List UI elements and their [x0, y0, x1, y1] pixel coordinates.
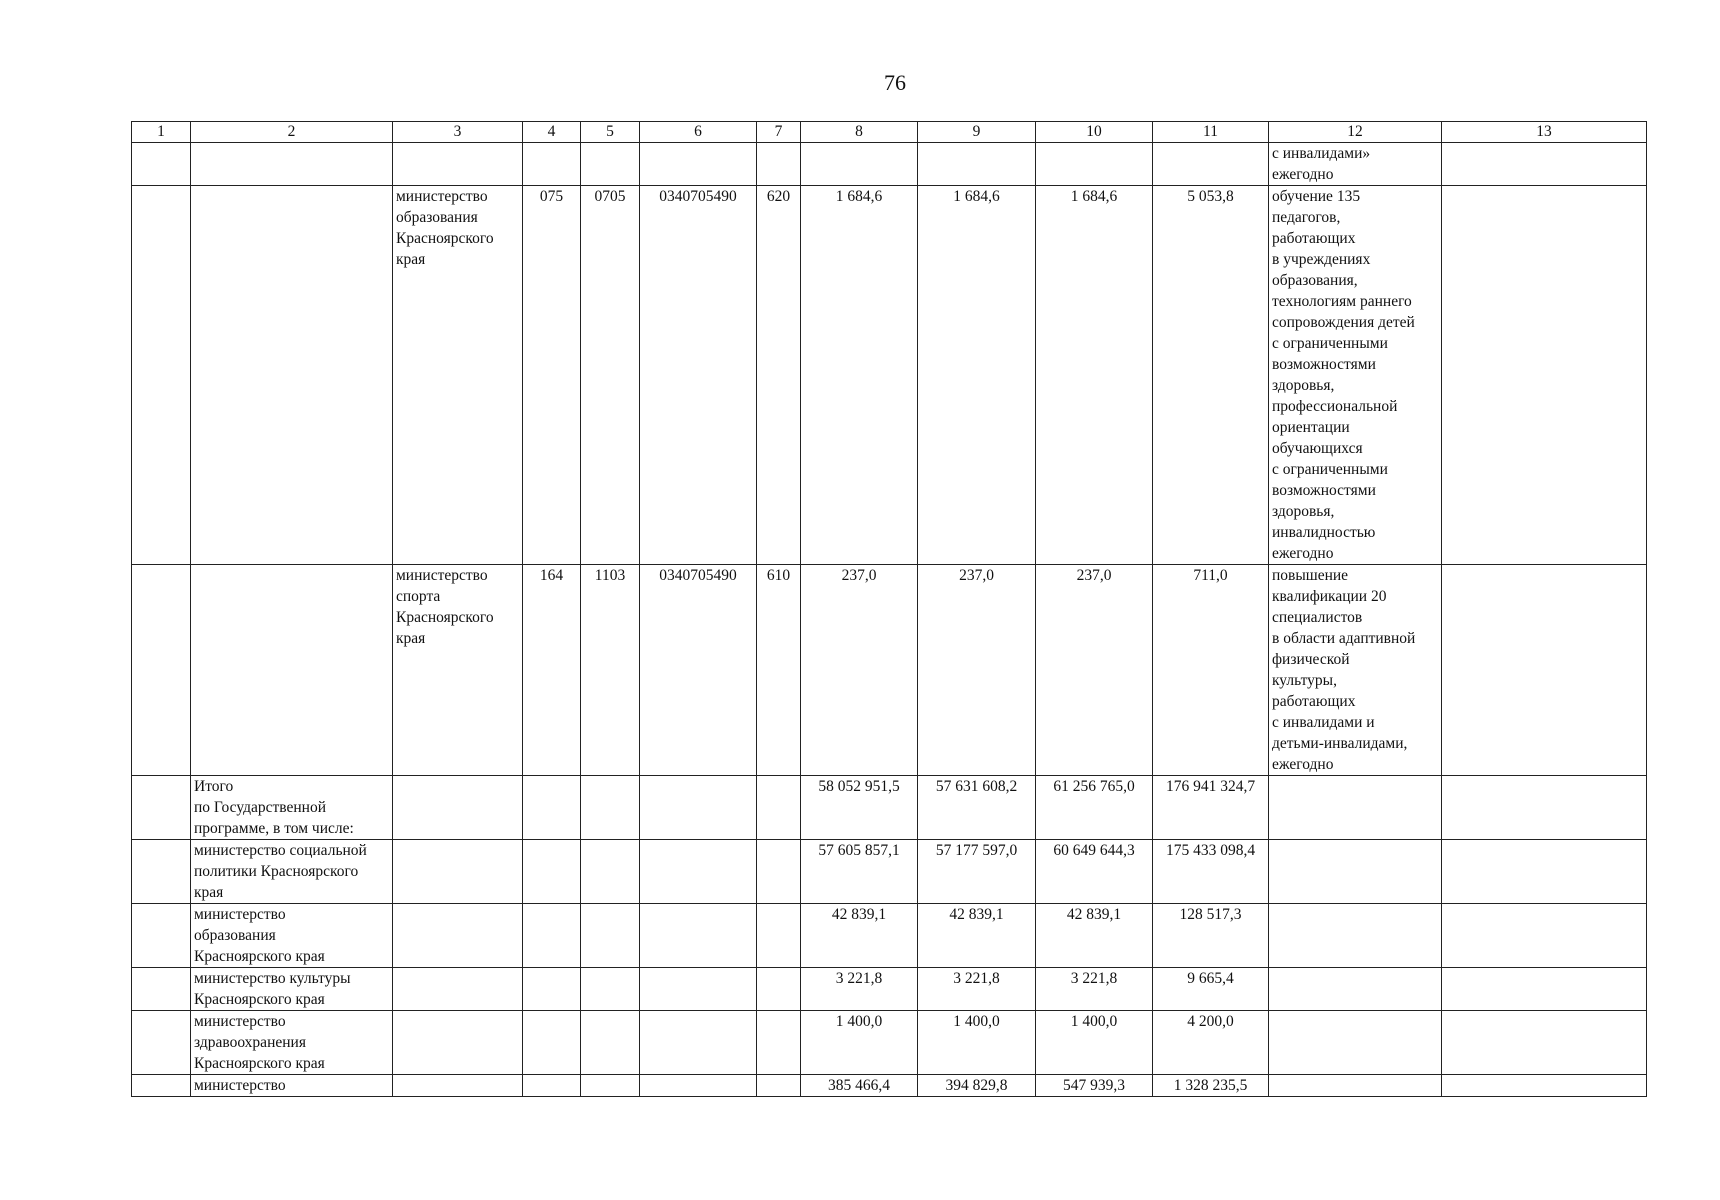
table-row — [132, 143, 1647, 186]
amount-cell: 1 400,0 — [1036, 1011, 1153, 1075]
total-amount-cell: 711,0 — [1153, 565, 1269, 776]
amount-cell: 3 221,8 — [801, 968, 918, 1011]
table-row — [132, 840, 1647, 904]
executor-name: министерство спорта Красноярского края — [393, 565, 523, 776]
column-number: 11 — [1153, 122, 1269, 143]
amount-cell: 1 684,6 — [801, 186, 918, 565]
table-cell — [640, 1011, 757, 1075]
amount-cell: 42 839,1 — [801, 904, 918, 968]
table-cell — [581, 1011, 640, 1075]
table-cell — [393, 1075, 523, 1097]
table-cell — [757, 904, 801, 968]
column-number: 8 — [801, 122, 918, 143]
table-cell — [393, 776, 523, 840]
expense-type-code: 610 — [757, 565, 801, 776]
amount-cell: 57 177 597,0 — [918, 840, 1036, 904]
table-cell — [132, 776, 191, 840]
row-label: министерство образования Красноярского края — [191, 904, 393, 968]
table-cell — [523, 143, 581, 186]
table-cell — [918, 143, 1036, 186]
row-label: министерство — [191, 1075, 393, 1097]
table-cell — [581, 1075, 640, 1097]
column-number: 6 — [640, 122, 757, 143]
table-cell — [1442, 1075, 1647, 1097]
table-cell — [132, 143, 191, 186]
total-amount-cell: 1 328 235,5 — [1153, 1075, 1269, 1097]
amount-cell: 3 221,8 — [1036, 968, 1153, 1011]
result-description: обучение 135 педагогов, работающих в учреждениях образования, технологиям раннего сопровождения детей с ограниченными возможностями здоровья, профессиональной ориентации обучающихся с ограниченными возможностями здоровья, инвалидностью ежегодно — [1269, 186, 1442, 565]
table-cell — [523, 968, 581, 1011]
table-cell — [523, 840, 581, 904]
table-cell — [1153, 143, 1269, 186]
amount-cell: 60 649 644,3 — [1036, 840, 1153, 904]
amount-cell: 1 684,6 — [1036, 186, 1153, 565]
amount-cell: 237,0 — [1036, 565, 1153, 776]
table-row — [132, 1011, 1647, 1075]
table-cell — [640, 968, 757, 1011]
table-cell — [1442, 840, 1647, 904]
table-cell — [132, 565, 191, 776]
table-cell — [640, 143, 757, 186]
table-row — [132, 1075, 1647, 1097]
column-number: 2 — [191, 122, 393, 143]
table-cell — [132, 904, 191, 968]
column-number: 7 — [757, 122, 801, 143]
table-cell — [523, 1011, 581, 1075]
table-cell — [1036, 143, 1153, 186]
total-amount-cell: 9 665,4 — [1153, 968, 1269, 1011]
expense-type-code: 620 — [757, 186, 801, 565]
table-cell — [393, 904, 523, 968]
target-article-code: 0340705490 — [640, 565, 757, 776]
ministry-code: 164 — [523, 565, 581, 776]
table-row — [132, 968, 1647, 1011]
table-cell — [393, 1011, 523, 1075]
table-cell — [1269, 904, 1442, 968]
table-cell — [1442, 1011, 1647, 1075]
amount-cell: 237,0 — [801, 565, 918, 776]
table-row — [132, 565, 1647, 776]
total-amount-cell: 175 433 098,4 — [1153, 840, 1269, 904]
table-cell — [393, 968, 523, 1011]
table-cell — [1269, 776, 1442, 840]
table-cell — [191, 143, 393, 186]
table-cell — [757, 776, 801, 840]
table-cell — [801, 143, 918, 186]
column-number: 12 — [1269, 122, 1442, 143]
budget-table — [131, 121, 1647, 1097]
page-number: 76 — [884, 70, 906, 95]
table-cell — [581, 143, 640, 186]
column-number: 10 — [1036, 122, 1153, 143]
table-cell — [581, 904, 640, 968]
table-cell — [393, 840, 523, 904]
row-label: министерство социальной политики Красноярского края — [191, 840, 393, 904]
table-cell — [757, 143, 801, 186]
column-number: 1 — [132, 122, 191, 143]
table-cell — [191, 186, 393, 565]
amount-cell: 1 684,6 — [918, 186, 1036, 565]
amount-cell: 1 400,0 — [801, 1011, 918, 1075]
total-amount-cell: 4 200,0 — [1153, 1011, 1269, 1075]
table-cell — [1442, 143, 1647, 186]
ministry-code: 075 — [523, 186, 581, 565]
amount-cell: 57 605 857,1 — [801, 840, 918, 904]
column-number-row — [132, 122, 1647, 143]
amount-cell: 237,0 — [918, 565, 1036, 776]
row-label: Итого по Государственной программе, в том числе: — [191, 776, 393, 840]
table-cell — [581, 840, 640, 904]
table-cell — [1442, 968, 1647, 1011]
amount-cell: 547 939,3 — [1036, 1075, 1153, 1097]
column-number: 5 — [581, 122, 640, 143]
column-number: 4 — [523, 122, 581, 143]
table-row — [132, 776, 1647, 840]
amount-cell: 385 466,4 — [801, 1075, 918, 1097]
table-row — [132, 186, 1647, 565]
result-description: повышение квалификации 20 специалистов в области адаптивной физической культуры, работающих с инвалидами и детьми-инвалидами, ежегодно — [1269, 565, 1442, 776]
result-description: с инвалидами» ежегодно — [1269, 143, 1442, 186]
table-cell — [581, 968, 640, 1011]
total-amount-cell: 176 941 324,7 — [1153, 776, 1269, 840]
amount-cell: 42 839,1 — [918, 904, 1036, 968]
table-cell — [1442, 776, 1647, 840]
table-cell — [132, 840, 191, 904]
table-cell — [640, 904, 757, 968]
table-cell — [132, 1011, 191, 1075]
table-cell — [393, 143, 523, 186]
total-amount-cell: 5 053,8 — [1153, 186, 1269, 565]
amount-cell: 42 839,1 — [1036, 904, 1153, 968]
table-cell — [1269, 1011, 1442, 1075]
table-cell — [640, 776, 757, 840]
section-code: 0705 — [581, 186, 640, 565]
table-cell — [1442, 565, 1647, 776]
table-row — [132, 904, 1647, 968]
amount-cell: 57 631 608,2 — [918, 776, 1036, 840]
target-article-code: 0340705490 — [640, 186, 757, 565]
table-cell — [523, 1075, 581, 1097]
table-cell — [581, 776, 640, 840]
table-cell — [523, 776, 581, 840]
table-cell — [757, 1011, 801, 1075]
table-cell — [523, 904, 581, 968]
column-number: 9 — [918, 122, 1036, 143]
executor-name: министерство образования Красноярского края — [393, 186, 523, 565]
table-cell — [132, 1075, 191, 1097]
column-number: 3 — [393, 122, 523, 143]
table-cell — [132, 186, 191, 565]
table-cell — [1269, 968, 1442, 1011]
section-code: 1103 — [581, 565, 640, 776]
amount-cell: 58 052 951,5 — [801, 776, 918, 840]
amount-cell: 394 829,8 — [918, 1075, 1036, 1097]
column-number: 13 — [1442, 122, 1647, 143]
table-cell — [757, 1075, 801, 1097]
table-cell — [132, 968, 191, 1011]
table-cell — [640, 1075, 757, 1097]
table-cell — [1269, 840, 1442, 904]
total-amount-cell: 128 517,3 — [1153, 904, 1269, 968]
amount-cell: 1 400,0 — [918, 1011, 1036, 1075]
row-label: министерство здравоохранения Красноярского края — [191, 1011, 393, 1075]
row-label: министерство культуры Красноярского края — [191, 968, 393, 1011]
table-cell — [1442, 186, 1647, 565]
table-cell — [640, 840, 757, 904]
table-cell — [757, 840, 801, 904]
table-cell — [191, 565, 393, 776]
amount-cell: 61 256 765,0 — [1036, 776, 1153, 840]
amount-cell: 3 221,8 — [918, 968, 1036, 1011]
table-cell — [757, 968, 801, 1011]
table-cell — [1442, 904, 1647, 968]
table-cell — [1269, 1075, 1442, 1097]
